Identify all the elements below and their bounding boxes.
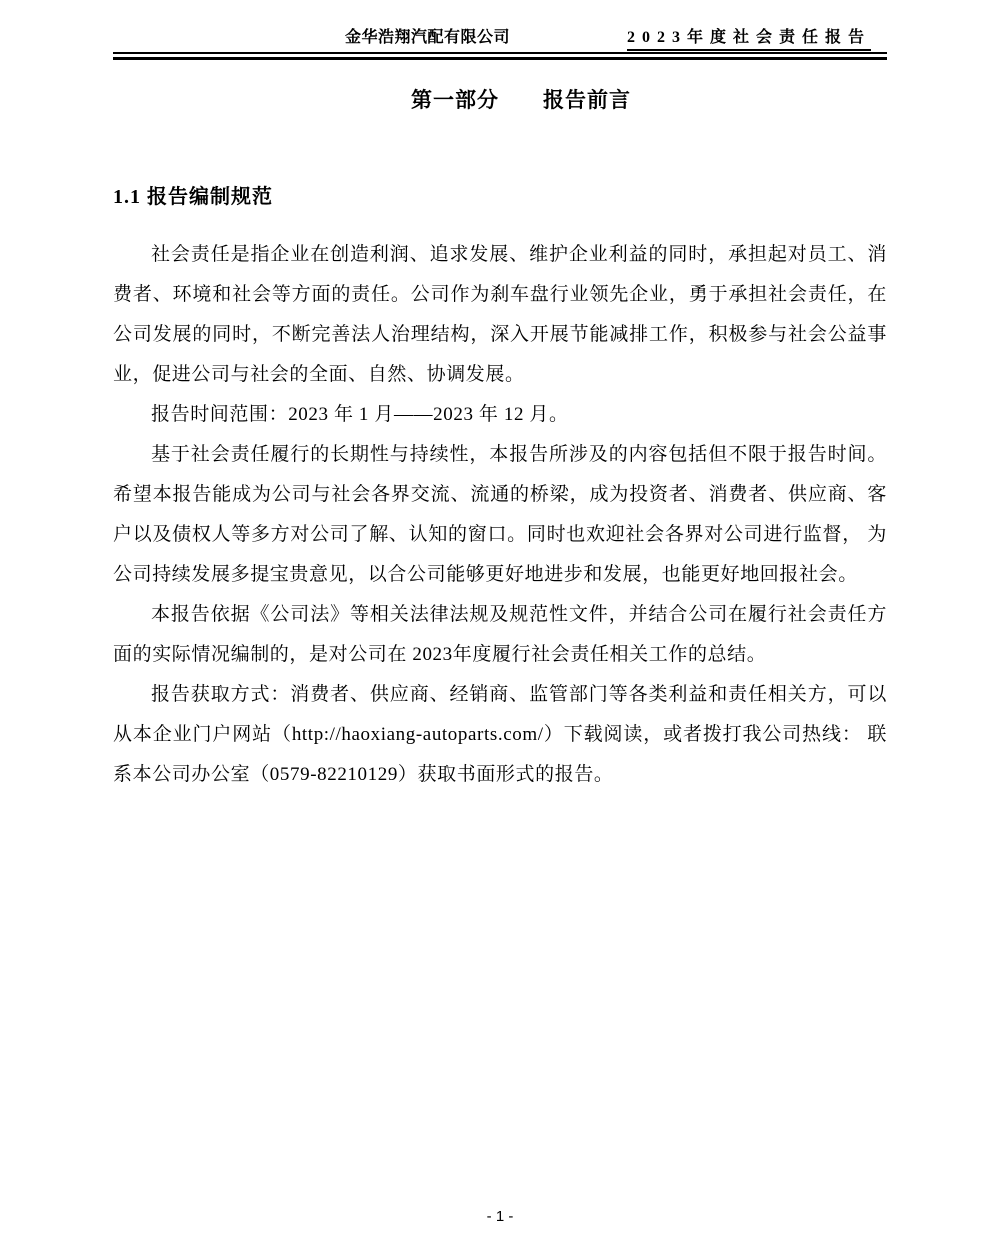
section-heading: 1.1 报告编制规范 <box>113 186 273 208</box>
page-number: - 1 - <box>486 1208 514 1225</box>
page-header <box>113 0 887 60</box>
paragraph: 本报告依据《公司法》等相关法律法规及规范性文件，并结合公司在履行社会责任方面的实际情况编制的，是对公司在 2023年度履行社会责任相关工作的总结。 <box>113 604 887 665</box>
company-name: 金华浩翔汽配有限公司 <box>345 29 511 46</box>
page-footer <box>0 1208 1000 1225</box>
paragraph: 报告获取方式：消费者、供应商、经销商、监管部门等各类利益和责任相关方，可以从本企业门户网站（http://haoxiang-autoparts.com/）下载阅读，或者拨打我公司热线： 联系本公司办公室（0579-82210129）获取书面形式的报告。 <box>113 684 887 785</box>
document-body <box>113 60 887 795</box>
report-title: 2023年度社会责任报告 <box>627 24 871 51</box>
paragraph: 基于社会责任履行的长期性与持续性，本报告所涉及的内容包括但不限于报告时间。希望本报告能成为公司与社会各界交流、流通的桥梁，成为投资者、消费者、供应商、客户以及债权人等多方对公司了解、认知的窗口。同时也欢迎社会各界对公司进行监督， 为公司持续发展多提宝贵意见，以合公司能够更好地进步和发展，也能更好地回报社会。 <box>113 444 887 585</box>
header-row <box>113 0 887 52</box>
header-divider <box>113 52 887 60</box>
paragraph: 社会责任是指企业在创造利润、追求发展、维护企业利益的同时，承担起对员工、消费者、环境和社会等方面的责任。公司作为刹车盘行业领先企业，勇于承担社会责任，在公司发展的同时，不断完善法人治理结构，深入开展节能减排工作，积极参与社会公益事业，促进公司与社会的全面、自然、协调发展。 <box>113 244 887 385</box>
paragraph-block <box>113 235 887 795</box>
document-title: 第一部分 报告前言 <box>411 88 631 112</box>
paragraph: 报告时间范围：2023 年 1 月——2023 年 12 月。 <box>151 404 569 425</box>
